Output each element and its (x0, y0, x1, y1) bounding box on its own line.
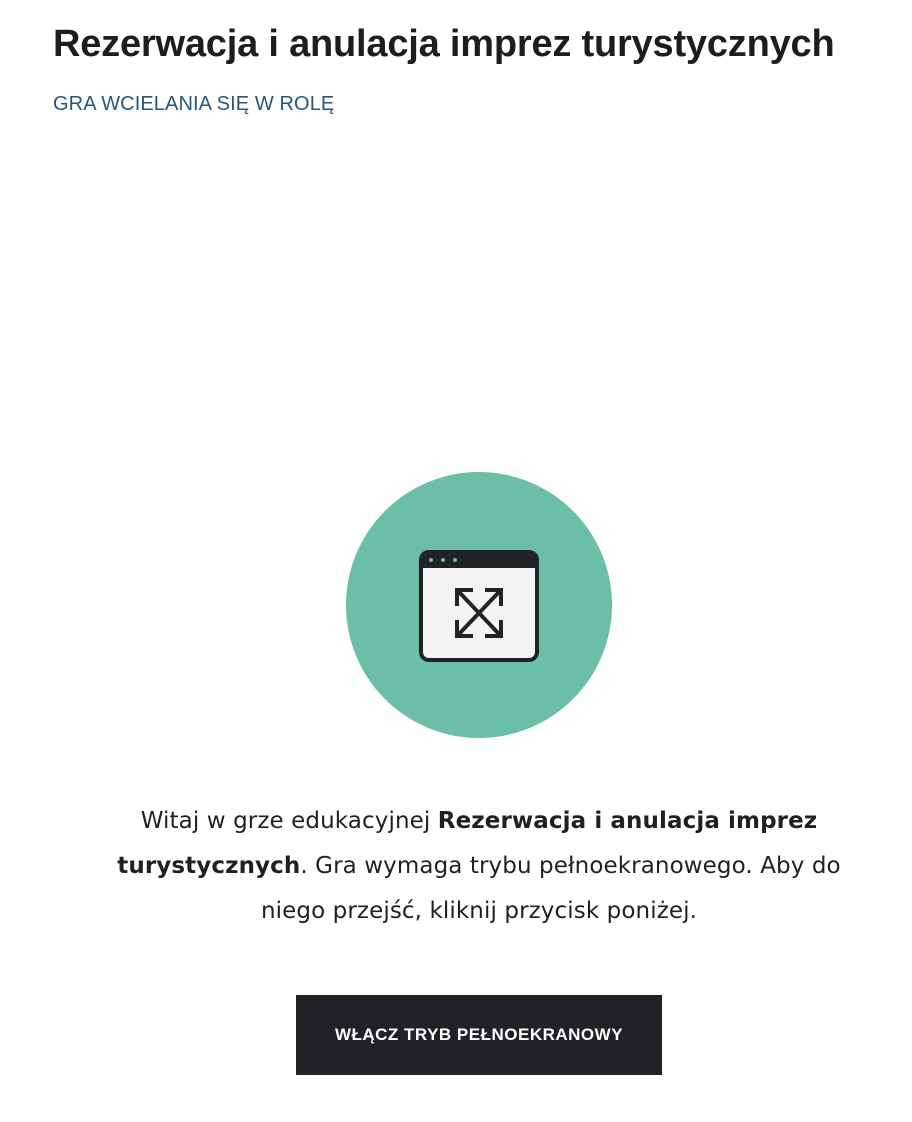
hero-circle (346, 472, 612, 738)
intro-text-before: Witaj w grze edukacyjnej (140, 808, 438, 834)
page-title: Rezerwacja i anulacja imprez turystycznych (53, 23, 835, 65)
enable-fullscreen-button[interactable]: WŁĄCZ TRYB PEŁNOEKRANOWY (296, 995, 662, 1075)
fullscreen-window-icon (419, 550, 539, 662)
intro-game-title: Rezerwacja i anulacja imprez turystycznych (117, 808, 818, 879)
intro-text (96, 799, 862, 934)
intro-text-after: . Gra wymaga trybu pełnoekranowego. Aby do niego przejść, kliknij przycisk poniżej. (260, 853, 841, 924)
page-subtitle: GRA WCIELANIA SIĘ W ROLĘ (53, 93, 335, 115)
